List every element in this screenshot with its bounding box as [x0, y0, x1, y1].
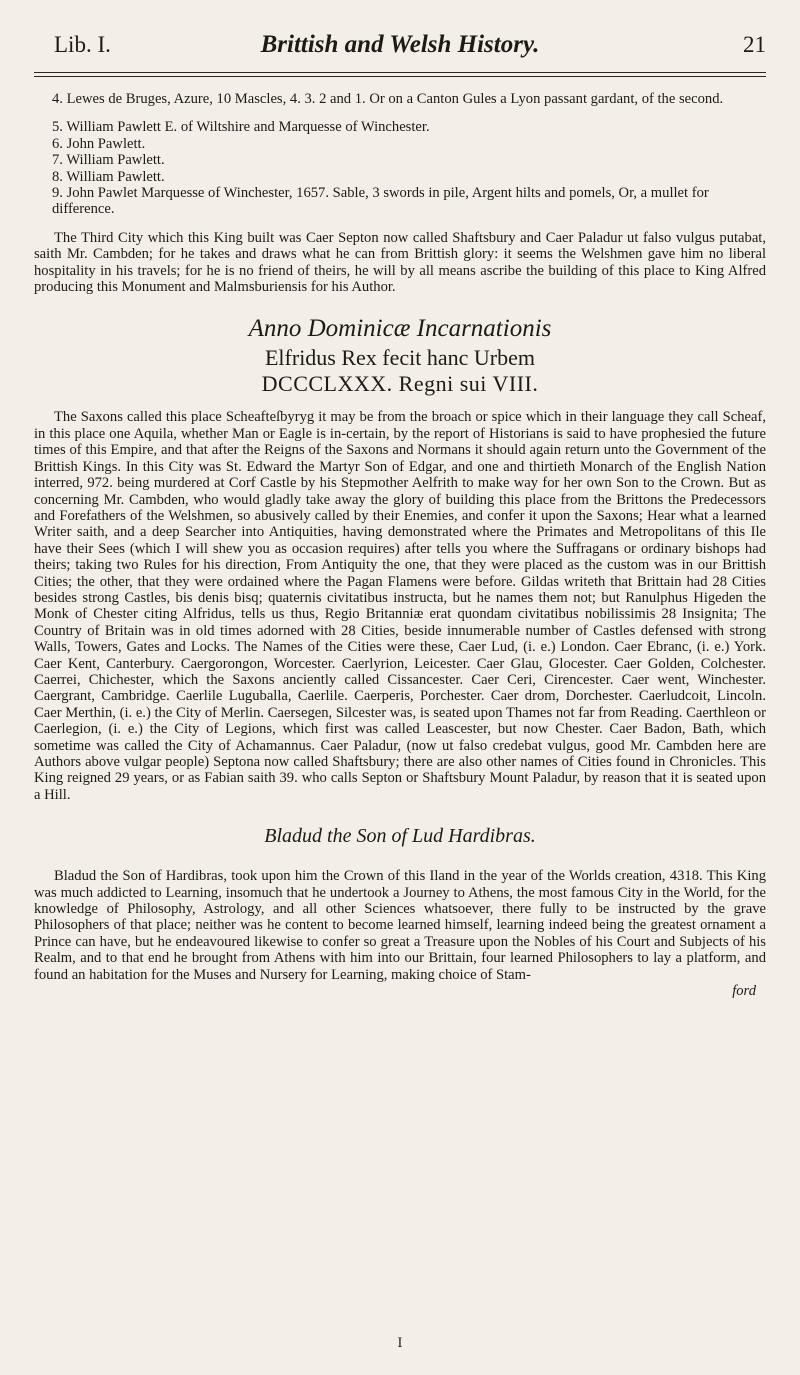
paragraph-caer-septon: The Third City which this King built was Caer Septon now called Shaftsbury and Caer Paladur ut falso vulgus putabat, saith Mr. Cambden; for he takes and draws what he can from Brittish glory: it seems the Welshmen gave him no liberal hospitality in his travels; for he is no friend of theirs, he will by all means ascribe the building of this place to King Alfred producing this Monument and Malmsburiensis for his Author.: [34, 229, 766, 296]
list-item: 6. John Pawlett.: [52, 135, 146, 152]
list-item: 9. John Pawlet Marquesse of Winchester, 1657. Sable, 3 swords in pile, Argent hilts and pomels, Or, a mullet for difference.: [52, 185, 709, 218]
list-item: 5. William Pawlett E. of Wiltshire and Marquesse of Winchester.: [52, 119, 430, 136]
catchword: ford: [732, 983, 756, 1000]
running-header: [34, 28, 766, 73]
arms-entry: 4. Lewes de Bruges, Azure, 10 Mascles, 4. 3. 2 and 1. Or on a Canton Gules a Lyon passant gardant, of the second.: [52, 91, 724, 107]
paragraph-saxons: The Saxons called this place Scheafteſbyryg it may be from the broach or spice which in their language they call Scheaf, in this place one Aquila, whether Man or Eagle is in-certain, by the report of Historians is said to have prophesied the future times of this Empire, and that after the Reigns of the Saxons and Normans it should again return unto the Government of the Brittish Kings. In this City was St. Edward the Martyr Son of Edgar, and one and thirtieth Monarch of the English Nation interred, 972. being murdered at Corf Castle by his Stepmother Aelfrith to make way for her own Son to the Crown. But as concerning Mr. Cambden, who would gladly take away the glory of building this place from the Brittons the Predecessors and Forefathers of the Welshmen, so abusively called by their Enemies, and confer it upon the Saxons; Hear what a learned Writer saith, and a deep Searcher into Antiquities, having demonstrated where the Primates and Metropolitans of this Ile have their Sees (which I will shew you as occasion requires) after tells you where the Suffragans or ordinary bishops had theirs; taking two Rules for his direction, From Antiquity the one, that they were placed as the custom was in our Brittish Cities; the other, that they were ordained where the Pagan Flamens were before. Gildas writeth that Brittain had 28 Cities besides strong Castles, bis denis bisq; quaternis civitatibus instructa, but he names them not; but Ranulphus Higeden the Monk of Chester citing Alfridus, tells us thus, Regio Britanniæ erat quondam civitatibus nobilissimis 28 Insignita; The Country of Britain was in old times adorned with 28 Cities, beside innumerable number of Castles defensed with strong Walls, Towers, Gates and Locks. The Names of the Cities were these, Caer Lud, (i. e.) London. Caer Ebranc, (i. e.) York. Caer Kent, Canterbury. Caergorongon, Worcester. Caerlyrion, Leicester. Caer Glau, Glocester. Caer Golden, Colchester. Caerrei, Chichester, which the Saxons anciently called Cissancester. Caer Ceri, Cirencester. Caer went, Winchester. Caergrant, Cambridge. Caerlile Luguballa, Caerlile. Caerperis, Porchester. Caer drom, Dorchester. Caerludcoit, Lincoln. Caer Merthin, (i. e.) the City of Merlin. Caersegen, Silcester was, is seated upon Thames not far from Reading. Caerthleon or Caerlegion, (i. e.) the City of Legions, which first was called Leascester, but now Chester. Caer Badon, Bath, which sometime was called the City of Achamannus. Caer Paladur, (now ut falso credebat vulgus, good Mr. Cambden here are Authors above vulgar people) Septona now called Shaftsbury; there are also other names of Cities found in Chronicles. This King reigned 29 years, or as Fabian saith 39. who calls Septon or Shaftsbury Mount Paladur, by reason that it is seated upon a Hill.: [34, 409, 766, 803]
running-title: Brittish and Welsh History.: [260, 31, 540, 58]
pawlett-list: [34, 119, 766, 217]
book-label: Lib. I.: [54, 32, 111, 57]
header-rule: [34, 76, 766, 77]
inscription-line-3: DCCCLXXX. Regni sui VIII.: [261, 371, 539, 397]
list-item: 7. William Pawlett.: [52, 152, 165, 169]
arms-entry-list: [34, 91, 766, 107]
list-item: 8. William Pawlett.: [52, 168, 165, 185]
paragraph-bladud: Bladud the Son of Hardibras, took upon him the Crown of this Iland in the year of the Worlds creation, 4318. This King was much addicted to Learning, insomuch that he undertook a Journey to Athens, the most famous City in the World, for the knowledge of Philosophy, Astrology, and all other Sciences whatsoever, there fully to be instructed by the grave Philosophers of that place; neither was he content to become learned himself, learning indeed being the greatest ornament a Prince can have, but he endeavoured likewise to confer so great a Treasure upon the Nobles of his Court and Subjects of his Realm, and to that end he brought from Athens with him into our Brittain, four learned Philosophers to lay a platform, and found an habitation for the Muses and Nursery for Learning, making choice of Stam-: [34, 868, 766, 983]
inscription-line-1: Anno Dominicæ Incarnationis: [248, 315, 552, 343]
page-number: 21: [743, 32, 766, 57]
inscription-line-2: Elfridus Rex fecit hanc Urbem: [264, 345, 535, 371]
section-heading: Bladud the Son of Lud Hardibras.: [264, 825, 536, 848]
signature-mark: I: [397, 1336, 403, 1351]
